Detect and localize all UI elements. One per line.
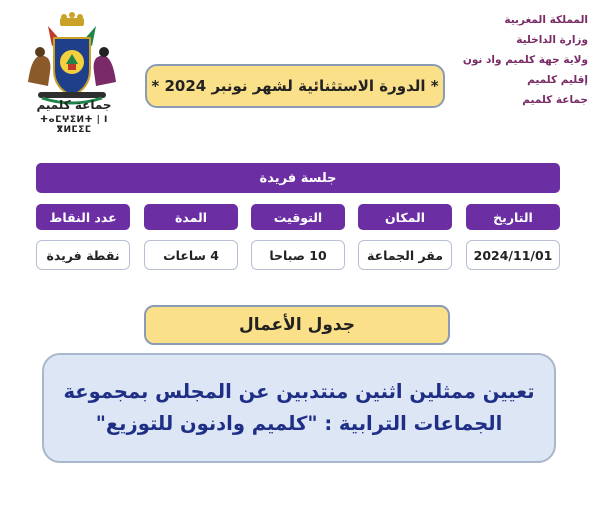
session-banner: * الدورة الاستثنائية لشهر نونبر 2024 * [145,64,445,108]
commune-name-arabic: جماعة كلميم [36,98,112,112]
agenda-title: جدول الأعمال [144,305,450,345]
commune-name-tifinagh: ⵜⴰⵎⵖⵉⵍⵜ | ⵏ ⴳⵍⵎⵉⵎ [40,115,108,135]
value-time: 10 صباحا [251,240,345,270]
value-duration: 4 ساعات [144,240,238,270]
admin-line-kingdom: المملكة المغربية [504,14,588,26]
administrative-header [438,10,588,110]
admin-line-region: ولاية جهة كلميم واد نون [462,54,588,66]
admin-line-commune: جماعة كلميم [522,94,588,106]
header-date: التاريخ [466,204,560,230]
commune-emblem-icon [22,12,122,108]
agenda-item: تعيين ممثلين اثنين منتدبين عن المجلس بمجموعة الجماعات الترابية : "كلميم وادنون للتوزيع" [42,353,556,463]
header-points-count: عدد النقاط [36,204,130,230]
header-place: المكان [358,204,452,230]
value-points-count: نقطة فريدة [36,240,130,270]
header-duration: المدة [144,204,238,230]
value-date: 2024/11/01 [466,240,560,270]
admin-line-ministry: وزارة الداخلية [516,34,588,46]
value-place: مقر الجماعة [358,240,452,270]
header-time: التوقيت [251,204,345,230]
sitting-label: جلسة فريدة [36,163,560,193]
admin-line-province: إقليم كلميم [527,74,588,86]
